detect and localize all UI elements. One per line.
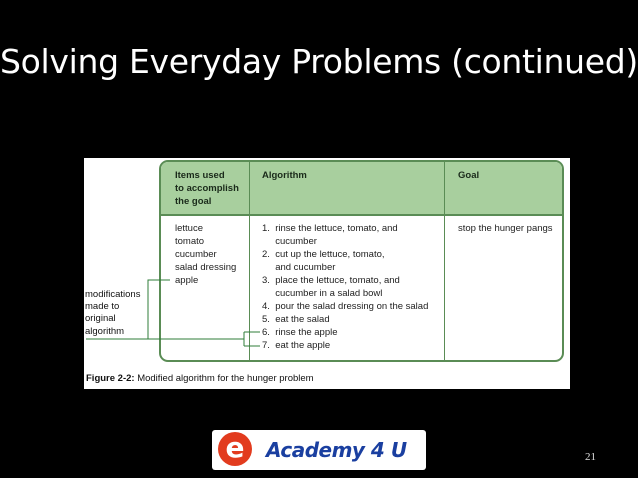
algorithm-table: [159, 160, 564, 362]
modifications-annotation: modifications made to original algorithm: [85, 289, 141, 337]
logo-text: Academy 4 U: [266, 438, 407, 462]
column-divider: [249, 162, 250, 360]
caption-text: Modified algorithm for the hunger problem: [137, 373, 314, 384]
algorithm-steps: 1. rinse the lettuce, tomato, and cucumber 2. cut up the lettuce, tomato, and cucumber 3. place the lettuce, tomato, and cucumber in a salad bowl 4. pour the salad dressing on the salad 5. eat the salad 6. rinse the apple 7. eat the apple: [262, 223, 429, 351]
column-divider: [444, 162, 445, 360]
items-list: lettuce tomato cucumber salad dressing apple: [175, 223, 237, 286]
header-goal: Goal: [458, 170, 480, 181]
goal-text: stop the hunger pangs: [458, 223, 553, 234]
figure-2-2: [84, 158, 570, 389]
slide-title: Solving Everyday Problems (continued): [0, 42, 638, 81]
caption-label: Figure 2-2:: [86, 373, 135, 384]
header-items-used: Items used to accomplish the goal: [175, 170, 239, 207]
page-number: 21: [585, 451, 596, 463]
logo-e-icon: e: [218, 432, 252, 466]
academy-4u-logo: [212, 430, 426, 470]
figure-caption: [86, 373, 314, 384]
header-algorithm: Algorithm: [262, 170, 307, 181]
